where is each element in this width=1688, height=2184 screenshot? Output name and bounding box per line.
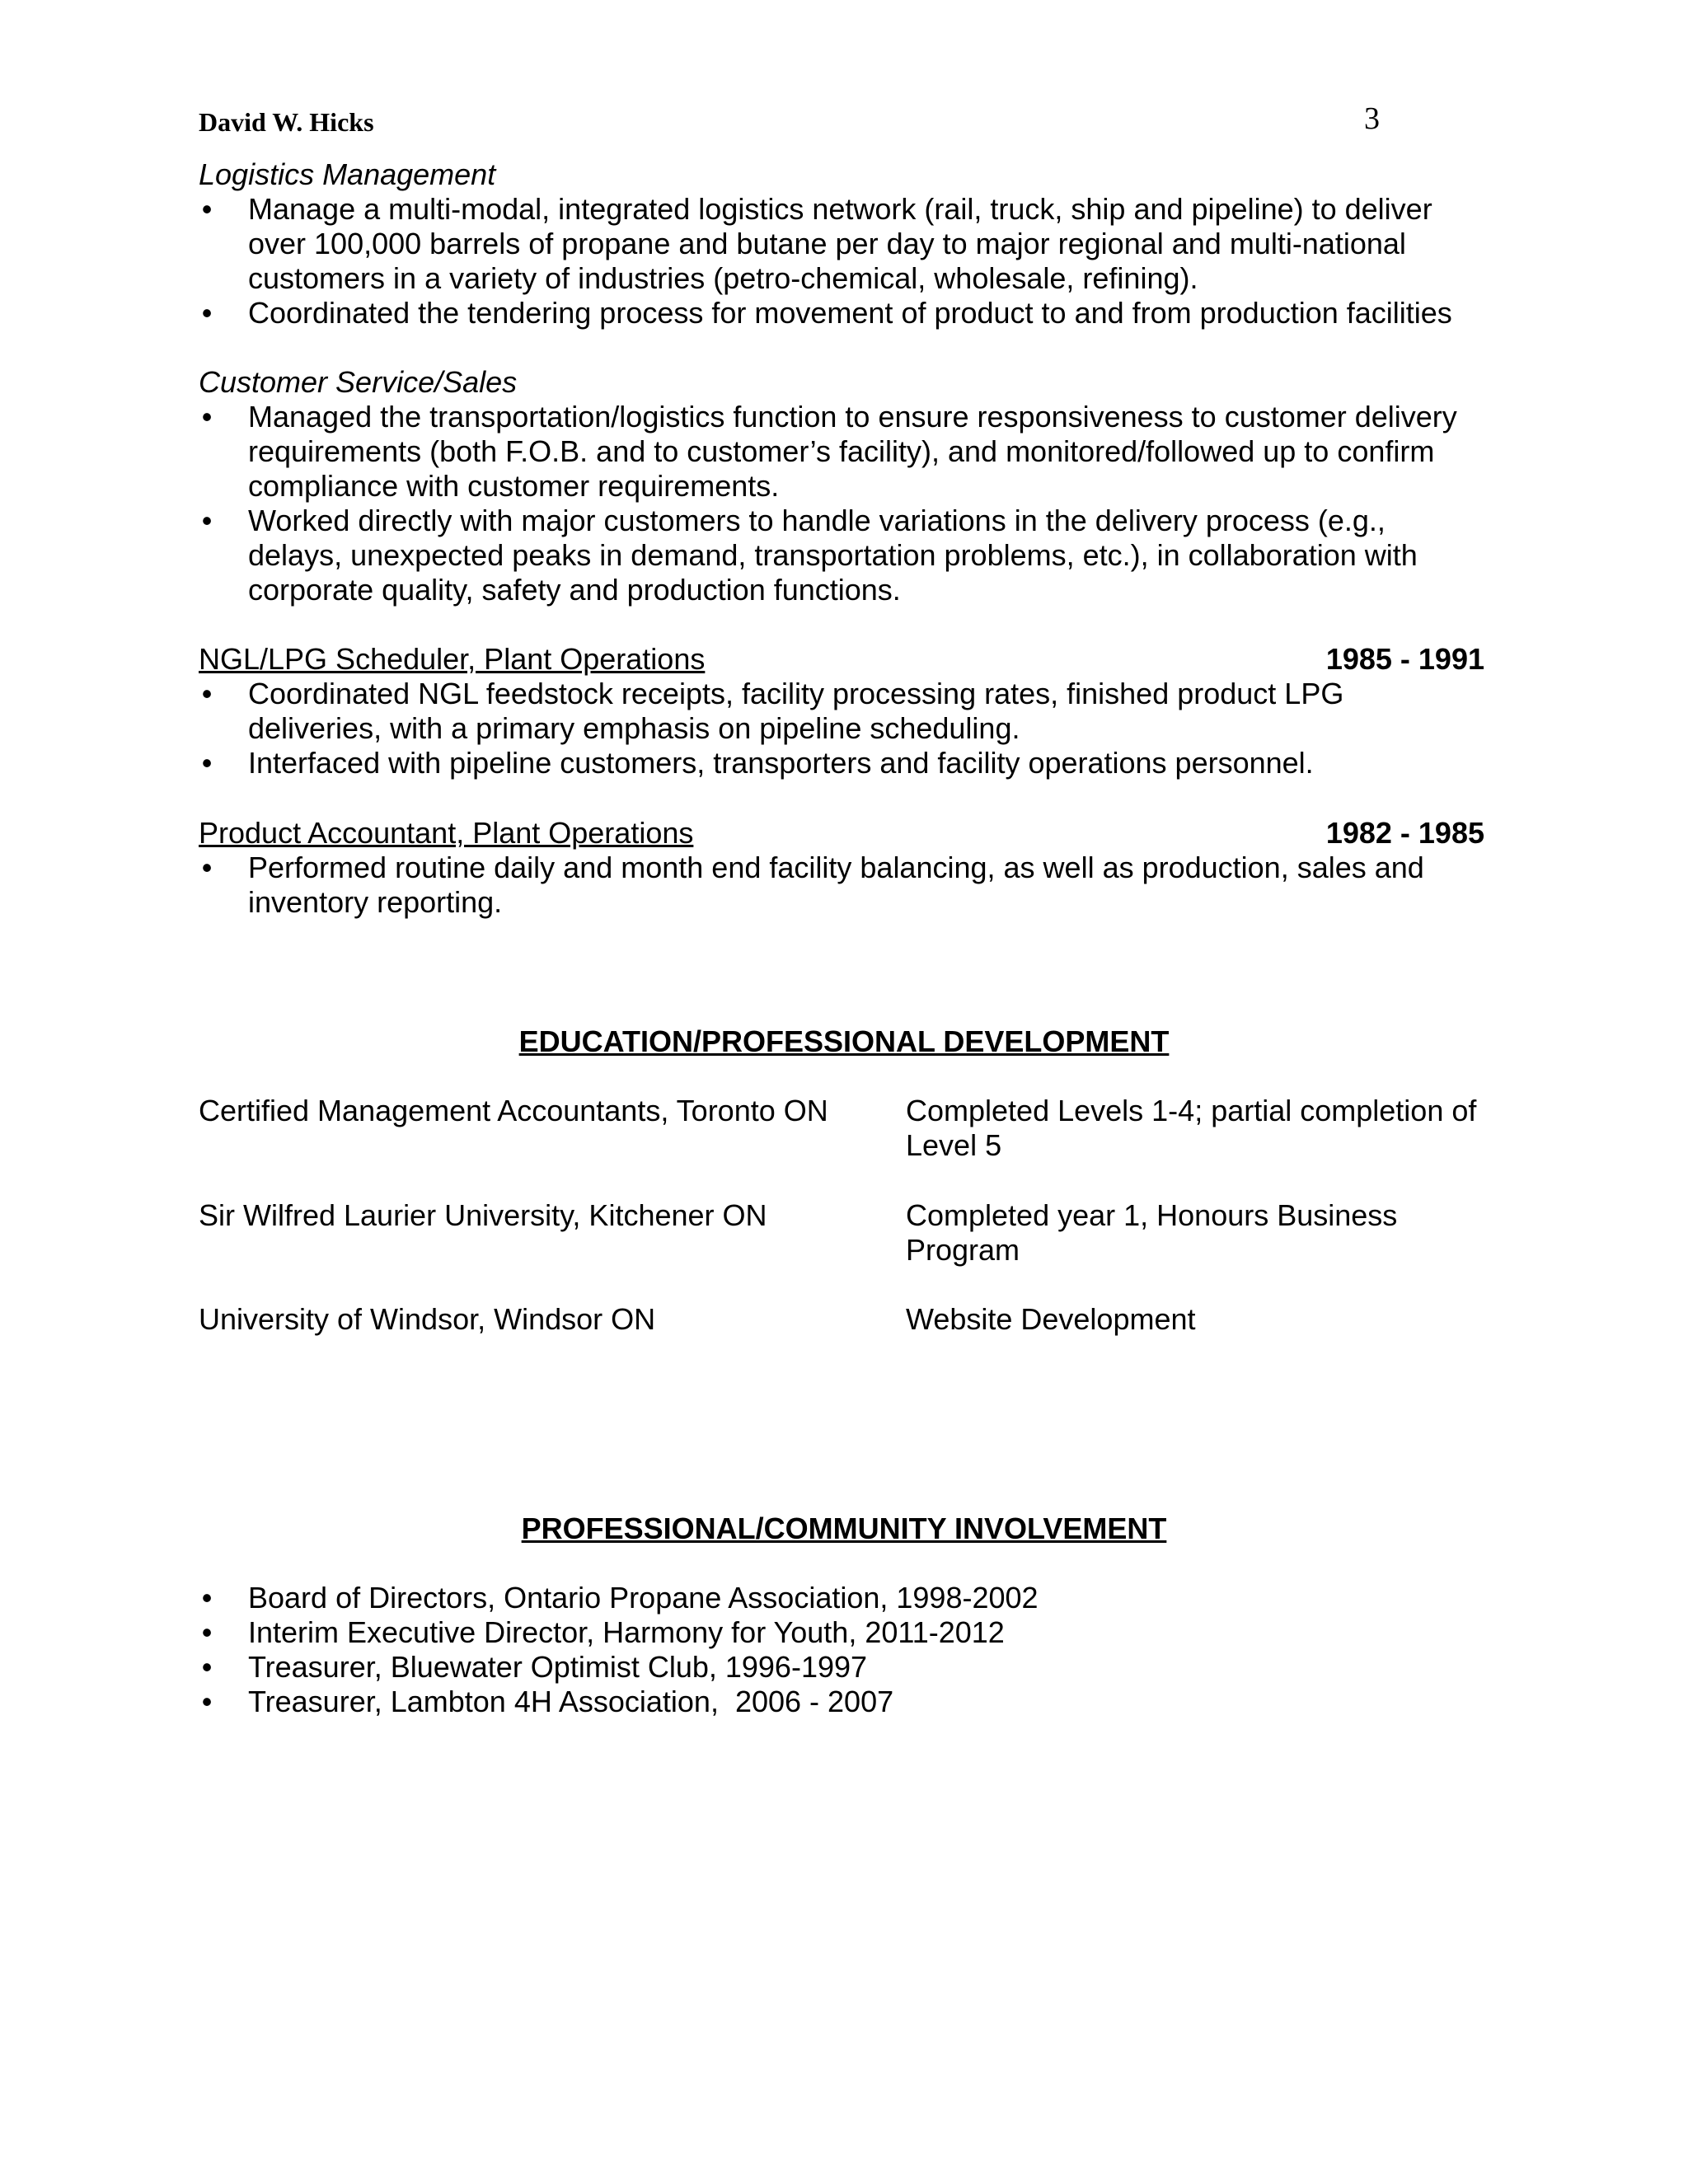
customer-service-section [199, 365, 1484, 607]
list-item: • Board of Directors, Ontario Propane Association, 1998-2002 [199, 1581, 1484, 1615]
bullet-icon: • [201, 400, 213, 434]
list-item: • Interim Executive Director, Harmony for Youth, 2011-2012 [199, 1615, 1484, 1650]
list-item: • Treasurer, Lambton 4H Association, 2006 - 2007 [199, 1685, 1484, 1719]
bullet-icon: • [201, 1615, 213, 1649]
education-detail: Completed year 1, Honours Business Program [906, 1198, 1398, 1267]
community-heading: PROFESSIONAL/COMMUNITY INVOLVEMENT [521, 1511, 1167, 1545]
job-product-accountant [199, 816, 1484, 920]
education-heading: EDUCATION/PROFESSIONAL DEVELOPMENT [518, 1024, 1170, 1058]
customer-service-list [199, 400, 1484, 607]
bullet-icon: • [201, 677, 213, 710]
bullet-icon: • [201, 296, 213, 330]
logistics-heading: Logistics Management [199, 157, 496, 191]
bullet-icon: • [201, 192, 213, 226]
bullet-icon: • [201, 851, 213, 884]
bullet-icon: • [201, 746, 213, 780]
job-header [199, 642, 1484, 677]
job-years: 1982 - 1985 [1325, 816, 1484, 850]
bullet-icon: • [201, 1685, 213, 1718]
list-item: • Manage a multi-modal, integrated logistics network (rail, truck, ship and pipeline) to deliver over 100,000 barrels of propane and butane per day to major regional and multi-national customers in a variety of industries (petro-chemical, wholesale, refining). [199, 192, 1484, 296]
community-section [199, 1581, 1484, 1719]
education-institution: University of Windsor, Windsor ON [199, 1302, 656, 1336]
job-title: NGL/LPG Scheduler, Plant Operations [199, 642, 706, 676]
community-list [199, 1581, 1484, 1719]
list-item: • Coordinated NGL feedstock receipts, facility processing rates, finished product LPG deliveries, with a primary emphasis on pipeline scheduling. [199, 677, 1484, 746]
list-item: • Interfaced with pipeline customers, transporters and facility operations personnel. [199, 746, 1484, 780]
page-number: 3 [1364, 101, 1380, 136]
job-duties-list [199, 677, 1484, 780]
bullet-icon: • [201, 1581, 213, 1615]
list-item: • Worked directly with major customers to handle variations in the delivery process (e.g., delays, unexpected peaks in demand, transportation problems, etc.), in collaboration with corporate quality, safety and production functions. [199, 504, 1484, 607]
header-name: David W. Hicks [199, 107, 374, 137]
list-item: • Performed routine daily and month end facility balancing, as well as production, sales and inventory reporting. [199, 851, 1484, 920]
logistics-section [199, 157, 1484, 330]
job-years: 1985 - 1991 [1325, 642, 1484, 676]
list-item: • Treasurer, Bluewater Optimist Club, 1996-1997 [199, 1650, 1484, 1685]
customer-service-heading: Customer Service/Sales [199, 365, 518, 399]
logistics-list [199, 192, 1484, 330]
bullet-icon: • [201, 504, 213, 537]
education-institution: Sir Wilfred Laurier University, Kitchener ON [199, 1198, 767, 1232]
job-duties-list [199, 851, 1484, 920]
job-ngl-scheduler [199, 642, 1484, 780]
education-detail: Website Development [906, 1302, 1196, 1336]
education-institution: Certified Management Accountants, Toronto ON [199, 1094, 828, 1127]
job-header [199, 816, 1484, 851]
education-detail: Completed Levels 1-4; partial completion of Level 5 [906, 1094, 1477, 1162]
job-title: Product Accountant, Plant Operations [199, 816, 694, 850]
list-item: • Coordinated the tendering process for movement of product to and from production facilities [199, 296, 1484, 330]
bullet-icon: • [201, 1650, 213, 1684]
list-item: • Managed the transportation/logistics function to ensure responsiveness to customer delivery requirements (both F.O.B. and to customer’s facility), and monitored/followed up to confirm compliance with customer requirements. [199, 400, 1484, 504]
